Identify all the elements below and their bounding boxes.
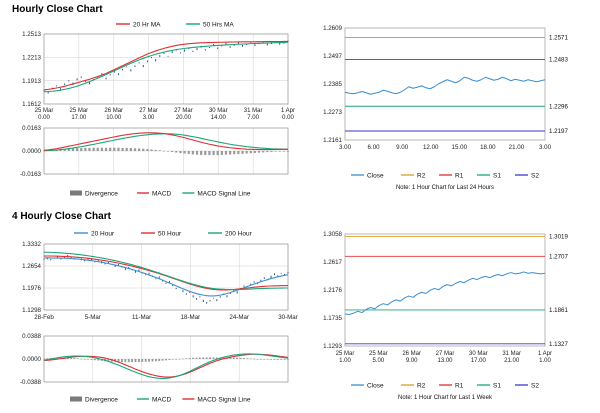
four-hourly-macd-chart xyxy=(8,330,298,392)
svg-text:12.00: 12.00 xyxy=(422,144,439,151)
svg-text:S2: S2 xyxy=(531,172,539,180)
svg-text:MACD Signal Line: MACD Signal Line xyxy=(197,190,251,198)
svg-text:1.2273: 1.2273 xyxy=(323,109,342,117)
svg-text:Divergence: Divergence xyxy=(85,190,118,198)
svg-text:Note: 1 Hour Chart for Last 1: Note: 1 Hour Chart for Last 1 Week xyxy=(398,395,492,401)
svg-text:17.00: 17.00 xyxy=(71,115,87,121)
svg-text:S1: S1 xyxy=(493,382,501,390)
hourly-macd-chart xyxy=(8,122,298,184)
hourly-pivot-legend xyxy=(305,168,595,198)
svg-text:0.0000: 0.0000 xyxy=(22,148,41,156)
four-hourly-price-panel xyxy=(8,224,298,332)
svg-text:-0.0163: -0.0163 xyxy=(20,171,41,179)
svg-text:26 Mar: 26 Mar xyxy=(104,108,124,114)
svg-text:25 Mar: 25 Mar xyxy=(69,108,89,114)
four-hourly-macd-legend xyxy=(8,392,298,408)
svg-text:0.0163: 0.0163 xyxy=(22,125,41,133)
svg-text:14.00: 14.00 xyxy=(210,115,226,121)
svg-text:20 Hour: 20 Hour xyxy=(91,230,115,238)
svg-text:21.00: 21.00 xyxy=(508,144,525,151)
svg-text:1.2161: 1.2161 xyxy=(323,137,342,145)
svg-text:24-Mar: 24-Mar xyxy=(229,314,250,321)
svg-text:1.2296: 1.2296 xyxy=(549,103,568,111)
svg-text:1.1612: 1.1612 xyxy=(22,101,41,109)
svg-text:1.2707: 1.2707 xyxy=(549,253,568,261)
hourly-price-panel xyxy=(8,16,298,126)
svg-text:50 Hrs MA: 50 Hrs MA xyxy=(203,21,234,29)
hourly-macd-legend xyxy=(8,186,298,202)
svg-text:27 Mar: 27 Mar xyxy=(139,108,158,114)
svg-text:Close: Close xyxy=(367,382,384,390)
svg-text:Close: Close xyxy=(367,172,384,180)
svg-text:20.00: 20.00 xyxy=(175,115,191,121)
svg-text:3.00: 3.00 xyxy=(538,144,552,151)
svg-text:9.00: 9.00 xyxy=(396,144,409,151)
svg-text:30 Mar: 30 Mar xyxy=(208,108,228,114)
svg-text:6.00: 6.00 xyxy=(367,144,380,151)
svg-text:21.00: 21.00 xyxy=(504,358,520,364)
four-hourly-macd-panel xyxy=(8,330,298,392)
svg-text:9.00: 9.00 xyxy=(405,358,418,364)
svg-text:S1: S1 xyxy=(493,172,501,180)
hourly-pivot-panel xyxy=(305,16,595,168)
svg-text:1.00: 1.00 xyxy=(339,358,351,364)
svg-text:1.2197: 1.2197 xyxy=(549,128,568,136)
four-hourly-pivot-panel xyxy=(305,224,595,376)
svg-text:R2: R2 xyxy=(417,382,426,390)
svg-text:Note: 1 Hour Chart for Last 24: Note: 1 Hour Chart for Last 24 Hours xyxy=(395,185,495,191)
svg-text:1.2617: 1.2617 xyxy=(323,259,342,267)
svg-text:MACD Signal Line: MACD Signal Line xyxy=(197,396,251,404)
svg-text:MACD: MACD xyxy=(152,396,172,404)
svg-text:1.3058: 1.3058 xyxy=(323,231,342,239)
hourly-pivot-chart xyxy=(305,16,595,168)
section-title-four-hourly: 4 Hourly Close Chart xyxy=(12,211,111,222)
svg-text:1.2483: 1.2483 xyxy=(549,56,568,64)
svg-text:1.3019: 1.3019 xyxy=(549,233,568,241)
svg-text:1.1735: 1.1735 xyxy=(323,315,342,323)
svg-text:S2: S2 xyxy=(531,382,539,390)
svg-text:1.1913: 1.1913 xyxy=(22,77,41,85)
svg-text:1.1298: 1.1298 xyxy=(22,307,41,315)
svg-text:-0.0388: -0.0388 xyxy=(20,379,41,387)
svg-text:11-Mar: 11-Mar xyxy=(132,314,152,321)
section-title-hourly: Hourly Close Chart xyxy=(12,4,103,15)
svg-text:31 Mar: 31 Mar xyxy=(243,108,263,114)
svg-text:1.2213: 1.2213 xyxy=(22,54,41,62)
svg-text:1.2609: 1.2609 xyxy=(323,25,342,33)
svg-text:1.3332: 1.3332 xyxy=(22,241,41,249)
svg-text:13.00: 13.00 xyxy=(437,358,453,364)
svg-text:1.1976: 1.1976 xyxy=(22,285,41,293)
svg-text:20 Hr MA: 20 Hr MA xyxy=(133,21,161,29)
svg-text:10.00: 10.00 xyxy=(106,115,122,121)
svg-text:28-Feb: 28-Feb xyxy=(34,314,54,321)
svg-text:18.00: 18.00 xyxy=(480,144,496,151)
svg-text:27 Mar: 27 Mar xyxy=(174,108,193,114)
svg-text:1.1861: 1.1861 xyxy=(549,307,568,315)
svg-text:31 Mar: 31 Mar xyxy=(502,351,522,357)
svg-text:18-Mar: 18-Mar xyxy=(180,314,201,321)
svg-text:R1: R1 xyxy=(455,172,464,180)
hourly-price-chart xyxy=(8,16,298,126)
four-hourly-price-chart xyxy=(8,224,298,332)
hourly-macd-panel xyxy=(8,122,298,184)
svg-text:27 Mar: 27 Mar xyxy=(435,351,455,357)
svg-text:17.00: 17.00 xyxy=(470,358,486,364)
svg-text:50 Hour: 50 Hour xyxy=(158,230,182,238)
svg-text:25 Mar: 25 Mar xyxy=(335,351,355,357)
svg-text:Divergence: Divergence xyxy=(85,396,118,404)
svg-text:30-Mar: 30-Mar xyxy=(278,314,298,321)
svg-text:1.1293: 1.1293 xyxy=(323,343,342,351)
svg-text:R2: R2 xyxy=(417,172,426,180)
four-hourly-pivot-legend xyxy=(305,376,595,408)
svg-text:3.00: 3.00 xyxy=(338,144,352,151)
svg-text:15.00: 15.00 xyxy=(451,144,468,151)
svg-text:0.00: 0.00 xyxy=(282,115,294,121)
svg-text:0.00: 0.00 xyxy=(38,115,50,121)
svg-text:1 Apr: 1 Apr xyxy=(280,108,296,114)
svg-text:R1: R1 xyxy=(455,382,464,390)
four-hourly-pivot-chart xyxy=(305,224,595,376)
svg-text:1.2513: 1.2513 xyxy=(22,31,41,39)
svg-text:MACD: MACD xyxy=(152,190,172,198)
svg-text:30 Mar: 30 Mar xyxy=(468,351,488,357)
svg-text:200 Hour: 200 Hour xyxy=(225,230,252,238)
svg-text:1.2654: 1.2654 xyxy=(22,263,41,271)
svg-text:3.00: 3.00 xyxy=(142,115,155,121)
svg-text:1.1327: 1.1327 xyxy=(549,341,568,349)
svg-text:0.0388: 0.0388 xyxy=(22,333,41,341)
svg-text:1.2571: 1.2571 xyxy=(549,34,568,42)
svg-text:5.00: 5.00 xyxy=(372,358,385,364)
svg-text:1.00: 1.00 xyxy=(539,358,551,364)
svg-text:1.2176: 1.2176 xyxy=(323,287,342,295)
svg-text:1.2385: 1.2385 xyxy=(323,81,342,89)
svg-text:5-Mar: 5-Mar xyxy=(84,314,101,321)
svg-text:1 Apr: 1 Apr xyxy=(537,351,553,357)
svg-text:25 Mar: 25 Mar xyxy=(368,351,388,357)
svg-text:7.00: 7.00 xyxy=(247,115,259,121)
svg-text:25 Mar: 25 Mar xyxy=(34,108,54,114)
svg-text:0.0000: 0.0000 xyxy=(22,356,41,364)
svg-text:26 Mar: 26 Mar xyxy=(402,351,422,357)
svg-text:1.2497: 1.2497 xyxy=(323,53,342,61)
